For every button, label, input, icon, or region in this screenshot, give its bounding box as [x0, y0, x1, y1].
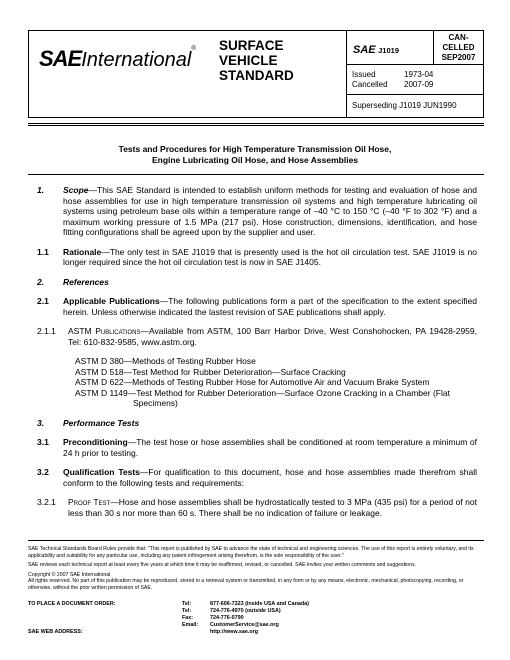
document-number: [353, 44, 399, 56]
logo-trademark: ®: [191, 46, 196, 52]
section-preconditioning: [37, 437, 477, 458]
section-performance-tests: [37, 418, 477, 429]
divider: [28, 174, 484, 175]
legal-footer: [28, 546, 484, 595]
fax-number: 724-776-0790: [210, 615, 244, 621]
status-line: CAN-: [448, 33, 469, 42]
section-heading: Proof Test: [68, 497, 111, 507]
order-contact-block: [28, 601, 484, 636]
phone-number: 724-776-4970 (outside USA): [210, 608, 281, 614]
section-qualification-tests: [37, 467, 477, 488]
title-line: SURFACE: [219, 38, 284, 53]
section-text: —The only test in SAE J1019 that is presently used is the hot oil circulation test. SAE J1019 is no longer required since the hot oil circulation test is now in SAE J1405.: [63, 246, 477, 267]
section-text: —Available from ASTM, 100 Barr Harbor Drive, West Conshohocken, PA 19428-2959, Tel: 610-832-9585, www.astm.org.: [68, 326, 477, 347]
document-title-line: Engine Lubricating Oil Hose, and Hose Assemblies: [151, 155, 359, 165]
header-divider: [346, 64, 483, 65]
issued-date: 1973-04: [404, 70, 434, 79]
reference-list: [37, 356, 477, 409]
section-text: —This SAE Standard is intended to establish uniform methods for testing and evaluation of hose and hose assemblies for use in high temperature transmission oil systems and high temperature lubricating oil systems using petroleum base oils within a temperature range of –40 °C to 150 °C (–40 °F to 302 °F) and a maximum working pressure of 1.5 MPa (217 psi). Hose construction, dimensions, identification, and hose fitting configurations shall be agreed upon by the supplier and user.: [63, 185, 477, 237]
doc-number-sae: SAE: [353, 44, 376, 56]
title-line: STANDARD: [219, 68, 294, 83]
section-number: 1.1: [37, 246, 49, 257]
document-title: [28, 144, 482, 166]
reference-item: ASTM D 622—Methods of Testing Rubber Hose for Automotive Air and Vacuum Brake System: [75, 377, 430, 387]
cancelled-date: 2007-09: [404, 80, 434, 89]
section-heading: Qualification Tests: [63, 467, 140, 477]
contact-key: Tel:: [182, 601, 192, 607]
order-label: TO PLACE A DOCUMENT ORDER:: [28, 601, 116, 607]
copyright-line: Copyright © 2007 SAE International: [28, 571, 111, 578]
section-rationale: [37, 247, 477, 268]
section-number: 1.: [37, 185, 45, 195]
divider: [28, 123, 484, 124]
doc-number-value: J1019: [378, 46, 399, 55]
section-text: —The test hose or hose assemblies shall be conditioned at room temperature a minimum of 24 h prior to testing.: [63, 437, 477, 458]
status-badge: [434, 33, 483, 63]
section-number: 2.: [37, 276, 45, 287]
section-heading: Scope: [63, 185, 89, 195]
section-heading: Performance Tests: [63, 417, 140, 428]
email-address[interactable]: CustomerService@sae.org: [210, 622, 279, 628]
footer-paragraph: All rights reserved. No part of this publication may be reproduced, stored in a retrieval system or transmitted, in any form or by any means, electronic, mechanical, photocopying, recording, or otherwise, without the prior written permission of SAE.: [28, 578, 464, 591]
section-number: 3.2.1: [37, 497, 56, 507]
section-scope: [37, 185, 477, 238]
section-astm-publications: [37, 326, 477, 347]
section-heading: ASTM Publications: [68, 326, 141, 336]
divider: [28, 125, 484, 126]
divider: [28, 540, 484, 541]
contact-key: Tel:: [182, 608, 192, 614]
section-number: 2.1.1: [37, 326, 56, 336]
footer-paragraph: SAE Technical Standards Board Rules provide that: "This report is published by SAE to advance the state of technical and engineering sciences. The use of this report is entirely voluntary, and its applicability and suitability for any particular use, including any patent infringement arising therefrom, is the sole responsibility of the user.": [28, 546, 474, 559]
standard-type-title: [219, 38, 294, 83]
section-heading: References: [63, 276, 109, 287]
header-divider: [346, 31, 347, 117]
footer-paragraph: SAE reviews each technical report at least every five years at which time it may be reaffirmed, revised, or cancelled. SAE invites your written comments and suggestions.: [28, 562, 416, 569]
section-number: 2.1: [37, 296, 49, 306]
section-text: —The following publications form a part of the specification to the extent specified herein. Unless otherwise indicated the lastest revision of SAE publications shall apply.: [63, 296, 477, 317]
contact-key: Email:: [182, 622, 199, 628]
section-text: —For qualification to this document, hose and hose assemblies made therefrom shall conform to the following tests and requirements:: [63, 467, 477, 488]
status-line: SEP2007: [441, 53, 476, 62]
reference-item: ASTM D 380—Methods of Testing Rubber Hose: [75, 356, 256, 366]
sae-international-logo: [39, 46, 196, 72]
cancelled-label: Cancelled: [352, 80, 388, 89]
header-divider: [346, 94, 483, 95]
section-applicable-publications: [37, 296, 477, 317]
reference-item: ASTM D 1149—Test Method for Rubber Deterioration—Surface Ozone Cracking in a Chamber (Flat Specimens): [75, 387, 450, 408]
section-proof-test: [37, 497, 477, 518]
section-references: [37, 277, 477, 288]
web-address-link[interactable]: http://www.sae.org: [210, 629, 259, 635]
logo-international-text: International: [81, 49, 192, 71]
issue-dates: [352, 70, 433, 90]
document-body: [37, 185, 477, 527]
document-header: [28, 30, 484, 118]
phone-number: 877-606-7323 (inside USA and Canada): [210, 601, 309, 607]
status-line: CELLED: [442, 43, 475, 52]
superseding-text: Superseding J1019 JUN1990: [352, 101, 457, 110]
section-heading: Preconditioning: [63, 437, 128, 447]
issued-label: Issued: [352, 70, 376, 79]
section-number: 3.2: [37, 467, 49, 477]
section-number: 3.: [37, 417, 45, 428]
logo-sae-text: SAE: [39, 46, 82, 71]
title-line: VEHICLE: [219, 53, 278, 68]
contact-key: Fax:: [182, 615, 194, 621]
section-text: —Hose and hose assemblies shall be hydrostatically tested to 3 MPa (435 psi) for a period of not less than 30 s nor more than 60 s. There shall be no indication of failure or leakage.: [68, 497, 478, 518]
section-heading: Rationale: [63, 246, 102, 257]
section-number: 3.1: [37, 437, 49, 447]
section-heading: Applicable Publications: [63, 296, 160, 306]
document-title-line: Tests and Procedures for High Temperature Transmission Oil Hose,: [118, 144, 392, 154]
reference-item: ASTM D 518—Test Method for Rubber Deterioration—Surface Cracking: [75, 366, 346, 377]
web-label: SAE WEB ADDRESS:: [28, 629, 83, 635]
